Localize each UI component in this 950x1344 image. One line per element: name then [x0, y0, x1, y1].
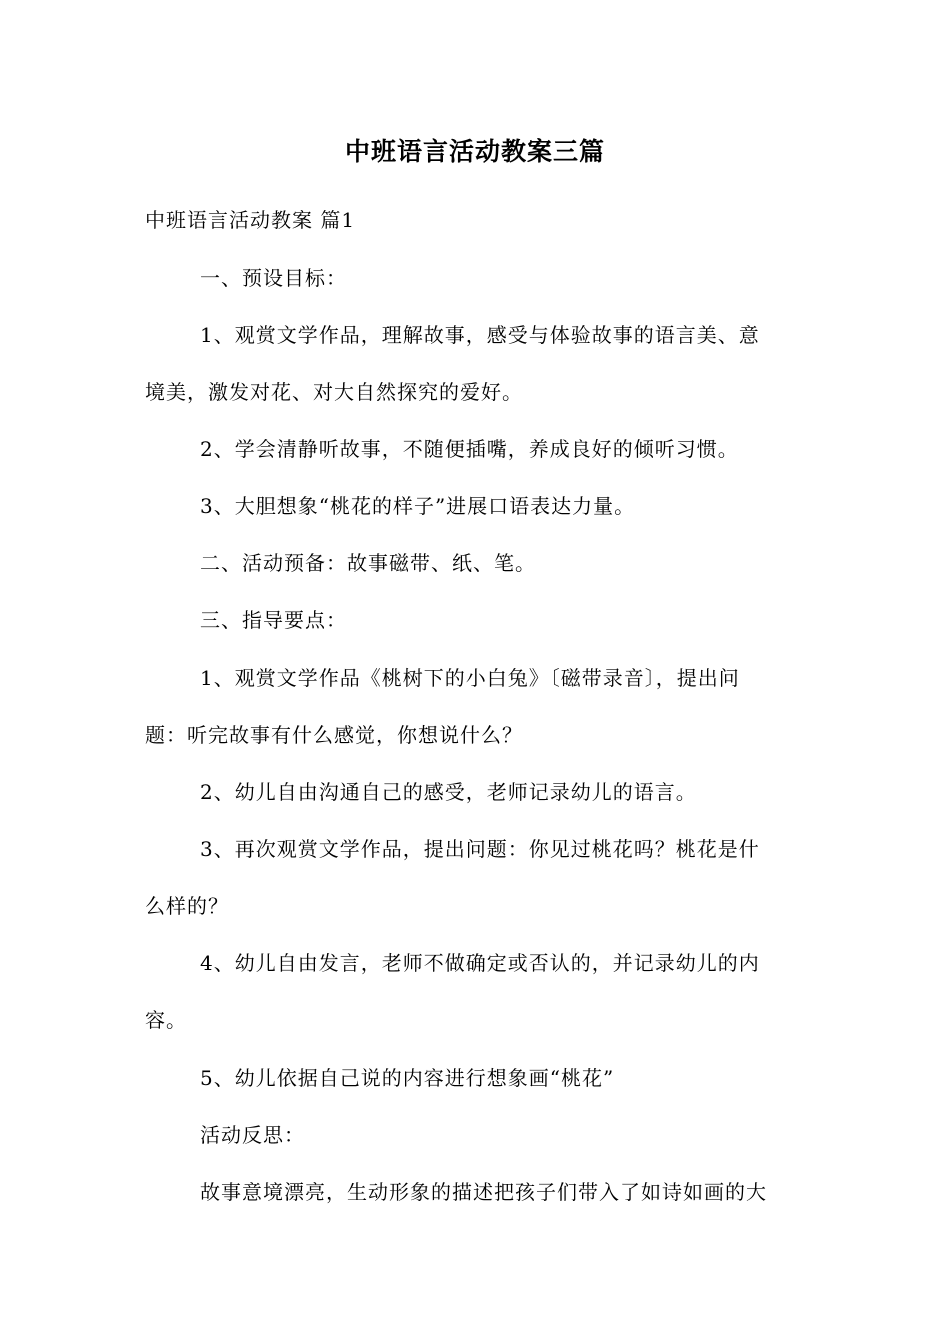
paragraph-line: 5、幼儿依据自己说的内容进行想象画“桃花” — [200, 1066, 615, 1090]
paragraph-line: 2、学会清静听故事，不随便插嘴，养成良好的倾听习惯。 — [200, 437, 739, 461]
paragraph-line: 1、观赏文学作品《桃树下的小白兔》〔磁带录音〕，提出问 — [200, 666, 740, 690]
paragraph-line: 三、指导要点： — [200, 608, 347, 632]
paragraph-line: 活动反思： — [200, 1123, 305, 1147]
document-title: 中班语言活动教案三篇 — [344, 137, 605, 166]
paragraph-line: 故事意境漂亮，生动形象的描述把孩子们带入了如诗如画的大 — [200, 1180, 767, 1204]
paragraph-line: 题：听完故事有什么感觉，你想说什么？ — [145, 723, 523, 747]
paragraph-line: 2、幼儿自由沟通自己的感受，老师记录幼儿的语言。 — [200, 780, 697, 804]
section-heading: 中班语言活动教案 篇1 — [145, 208, 356, 232]
paragraph-line: 3、再次观赏文学作品，提出问题：你见过桃花吗？桃花是什 — [200, 837, 760, 861]
paragraph-line: 容。 — [145, 1008, 187, 1032]
paragraph-line: 二、活动预备：故事磁带、纸、笔。 — [200, 551, 536, 575]
paragraph-line: 3、大胆想象“桃花的样子”进展口语表达力量。 — [200, 494, 636, 518]
paragraph-line: 1、观赏文学作品，理解故事，感受与体验故事的语言美、意 — [200, 323, 760, 347]
paragraph-line: 么样的？ — [145, 894, 229, 918]
paragraph-line: 4、幼儿自由发言，老师不做确定或否认的，并记录幼儿的内 — [200, 951, 760, 975]
paragraph-line: 境美，激发对花、对大自然探究的爱好。 — [145, 380, 523, 404]
paragraph-line: 一、预设目标： — [200, 266, 347, 290]
